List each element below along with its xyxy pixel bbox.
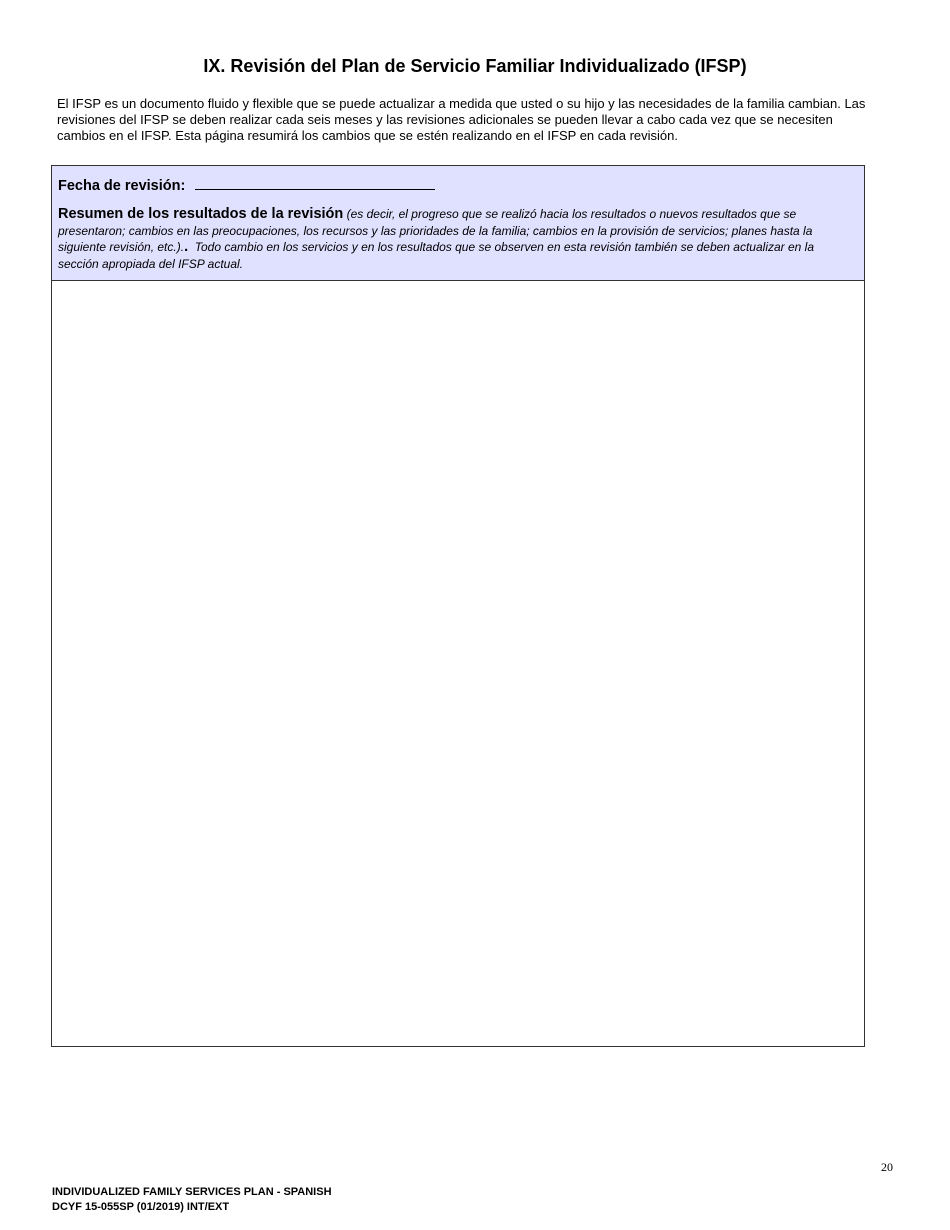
review-date-field[interactable] — [195, 175, 435, 190]
page-number: 20 — [881, 1160, 893, 1174]
summary-instruction: Todo cambio en los servicios y en los resultados que se observen en esta revisión también se deben actualizar en la sección apropiada del IFSP actual. — [58, 240, 815, 271]
form-footer — [52, 1185, 332, 1215]
summary-heading — [58, 206, 858, 272]
form-code: DCYF 15-055SP (01/2019) INT/EXT — [52, 1201, 230, 1213]
review-date-row — [58, 175, 858, 194]
review-form — [51, 165, 865, 1047]
review-date-label: Fecha de revisión: — [58, 178, 186, 194]
review-form-header — [52, 166, 864, 281]
summary-text-area[interactable] — [52, 281, 864, 1046]
summary-label: Resumen de los resultados de la revisión — [58, 206, 344, 222]
summary-period: . — [184, 239, 189, 255]
page-title: IX. Revisión del Plan de Servicio Familiar Individualizado (IFSP) — [203, 56, 747, 76]
intro-paragraph: El IFSP es un documento fluido y flexible que se puede actualizar a medida que usted o su hijo y las necesidades de la familia cambian. Las revisiones del IFSP se deben realizar cada seis meses y las revisiones adicionales se pueden llevar a cabo cada vez que se necesiten cambios en el IFSP. Esta página resumirá los cambios que se estén realizando en el IFSP en cada revisión. — [57, 96, 866, 143]
form-name: INDIVIDUALIZED FAMILY SERVICES PLAN - SPANISH — [52, 1186, 332, 1198]
summary-note: (es decir, el progreso que se realizó hacia los resultados o nuevos resultados que se presentaron; cambios en las preocupaciones, los recursos y las prioridades de la familia; cambios en la provisión de servicios; planes hasta la siguiente revisión, etc.). — [58, 207, 813, 254]
